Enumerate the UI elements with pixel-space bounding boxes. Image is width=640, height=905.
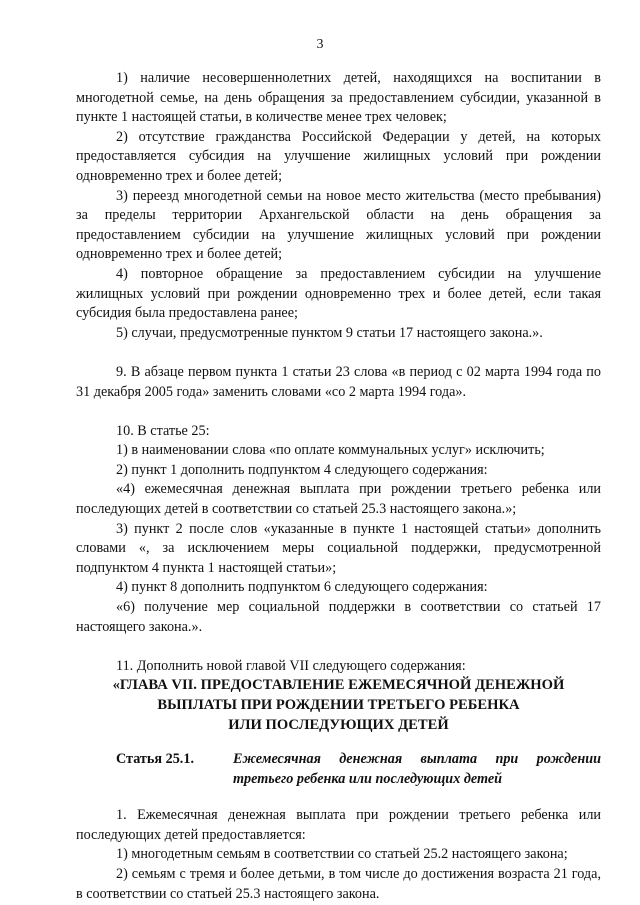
paragraph: 5) случаи, предусмотренные пунктом 9 статьи 17 настоящего закона.».: [116, 324, 543, 341]
article-header: [76, 750, 601, 790]
paragraph: 1) наличие несовершеннолетних детей, находящихся на воспитании в многодетной семье, на день обращения за предоставлением субсидии, указанной в пункте 1 настоящей статьи, в количестве менее трех человек;: [76, 70, 601, 126]
chapter-heading-line: ИЛИ ПОСЛЕДУЮЩИХ ДЕТЕЙ: [228, 716, 449, 733]
document-body: [76, 69, 601, 904]
paragraph: 1. Ежемесячная денежная выплата при рождении третьего ребенка или последующих детей предоставляется:: [76, 807, 601, 843]
paragraph: «6) получение мер социальной поддержки в соответствии со статьей 17 настоящего закона.».: [76, 599, 601, 635]
paragraph: 11. Дополнить новой главой VII следующего содержания:: [116, 657, 466, 674]
paragraph: 2) семьям с тремя и более детьми, в том числе до достижения возраста 21 года, в соответствии со статьей 25.3 настоящего закона.: [76, 865, 601, 902]
paragraph: 10. В статье 25:: [116, 422, 210, 439]
chapter-heading-line: «ГЛАВА VII. ПРЕДОСТАВЛЕНИЕ ЕЖЕМЕСЯЧНОЙ ДЕНЕЖНОЙ: [112, 677, 565, 694]
article-title: Ежемесячная денежная выплата при рождении третьего ребенка или последующих детей: [233, 751, 601, 787]
paragraph: «4) ежемесячная денежная выплата при рождении третьего ребенка или последующих детей в соответствии со статьей 25.3 настоящего закона.»;: [76, 481, 601, 518]
paragraph: 4) повторное обращение за предоставлением субсидии на улучшение жилищных условий при рождении одновременно трех и более детей, если такая субсидия была предоставлена ранее;: [76, 265, 601, 322]
page-number: 3: [316, 37, 324, 52]
paragraph: 2) пункт 1 дополнить подпунктом 4 следующего содержания:: [116, 461, 488, 478]
paragraph: 3) переезд многодетной семьи на новое место жительства (место пребывания) за пределы территории Архангельской области на день обращения за предоставлением субсидии на улучшение жилищных условий при рождении одновременно трех и более детей;: [76, 187, 601, 263]
paragraph: 9. В абзаце первом пункта 1 статьи 23 слова «в период с 02 марта 1994 года по 31 декабря 2005 года» заменить словами «со 2 марта 1994 года».: [76, 363, 601, 400]
paragraph: 3) пункт 2 после слов «указанные в пункте 1 настоящей статьи» дополнить словами «, за исключением меры социальной поддержки, предусмотренной подпунктом 4 пункта 1 настоящей статьи»;: [76, 520, 601, 576]
paragraph: 4) пункт 8 дополнить подпунктом 6 следующего содержания:: [116, 579, 488, 596]
chapter-heading-line: ВЫПЛАТЫ ПРИ РОЖДЕНИИ ТРЕТЬЕГО РЕБЕНКА: [157, 697, 520, 713]
paragraph: 1) многодетным семьям в соответствии со статьей 25.2 настоящего закона;: [116, 846, 568, 863]
paragraph: 1) в наименовании слова «по оплате коммунальных услуг» исключить;: [116, 442, 545, 459]
chapter-heading: [76, 676, 601, 735]
article-number: Статья 25.1.: [116, 751, 194, 768]
paragraph: 2) отсутствие гражданства Российской Федерации у детей, на которых предоставляется субсидия на улучшение жилищных условий при рождении одновременно трех и более детей;: [76, 128, 601, 184]
